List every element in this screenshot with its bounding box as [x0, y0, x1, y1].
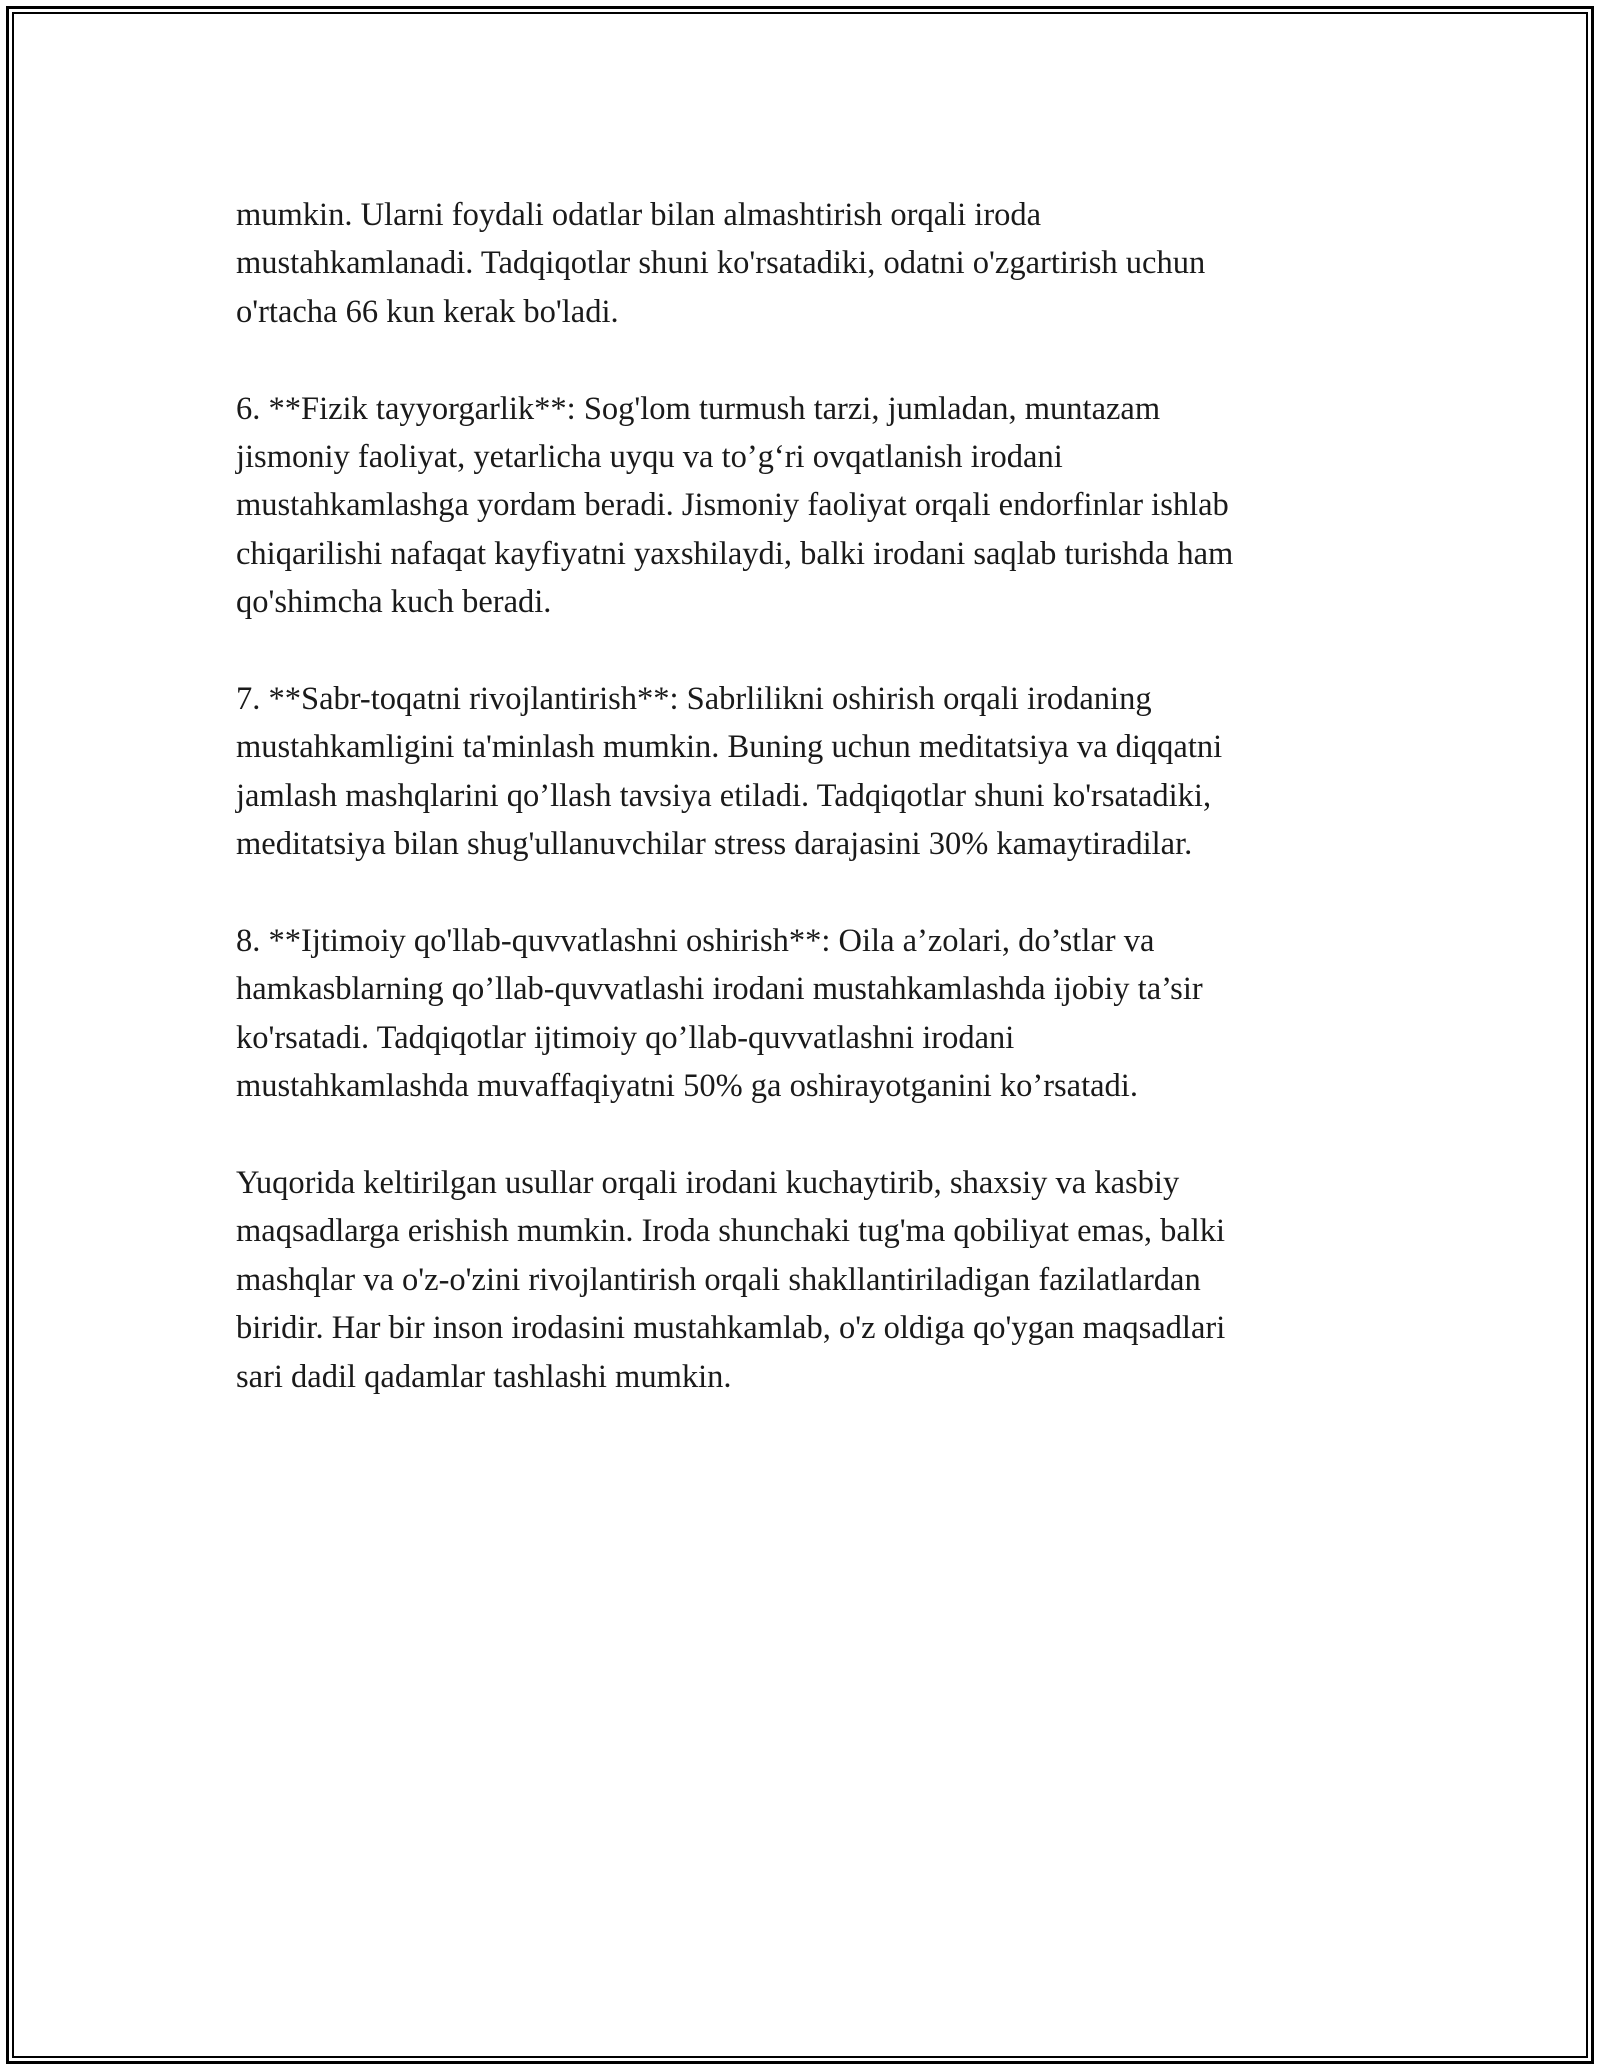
- paragraph-social-support: 8. **Ijtimoiy qo'llab-quvvatlashni oshirish**: Oila a’zolari, do’stlar va hamkasblarning qo’llab-quvvatlashi irodani mustahkamlashda ijobiy ta’sir ko'rsatadi. Tadqiqotlar ijtimoiy qo’llab-quvvatlashni irodani mustahkamlashda muvaffaqiyatni 50% ga oshirayotganini ko’rsatadi.: [236, 923, 1203, 1105]
- paragraph-physical-preparation: 6. **Fizik tayyorgarlik**: Sog'lom turmush tarzi, jumladan, muntazam jismoniy faoliyat, yetarlicha uyqu va to’g‘ri ovqatlanish irodani mustahkamlashga yordam beradi. Jismoniy faoliyat orqali endorfinlar ishlab chiqarilishi nafaqat kayfiyatni yaxshilaydi, balki irodani saqlab turishda ham qo'shimcha kuch beradi.: [236, 390, 1234, 621]
- paragraph-patience-development: 7. **Sabr-toqatni rivojlantirish**: Sabrlilikni oshirish orqali irodaning mustahkamligini ta'minlash mumkin. Buning uchun meditatsiya va diqqatni jamlash mashqlarini qo’llash tavsiya etiladi. Tadqiqotlar shuni ko'rsatadiki, meditatsiya bilan shug'ullanuvchilar stress darajasini 30% kamaytiradilar.: [236, 681, 1223, 863]
- document-body: [236, 191, 1386, 1449]
- paragraph-conclusion: Yuqorida keltirilgan usullar orqali irodani kuchaytirib, shaxsiy va kasbiy maqsadlarga erishish mumkin. Iroda shunchaki tug'ma qobiliyat emas, balki mashqlar va o'z-o'zini rivojlantirish orqali shakllantiriladigan fazilatlardan biridir. Har bir inson irodasini mustahkamlab, o'z oldiga qo'ygan maqsadlari sari dadil qadamlar tashlashi mumkin.: [236, 1165, 1226, 1395]
- paragraph-habits-continuation: mumkin. Ularni foydali odatlar bilan almashtirish orqali iroda mustahkamlanadi. Tadqiqotlar shuni ko'rsatadiki, odatni o'zgartirish uchun o'rtacha 66 kun kerak bo'ladi.: [236, 197, 1206, 330]
